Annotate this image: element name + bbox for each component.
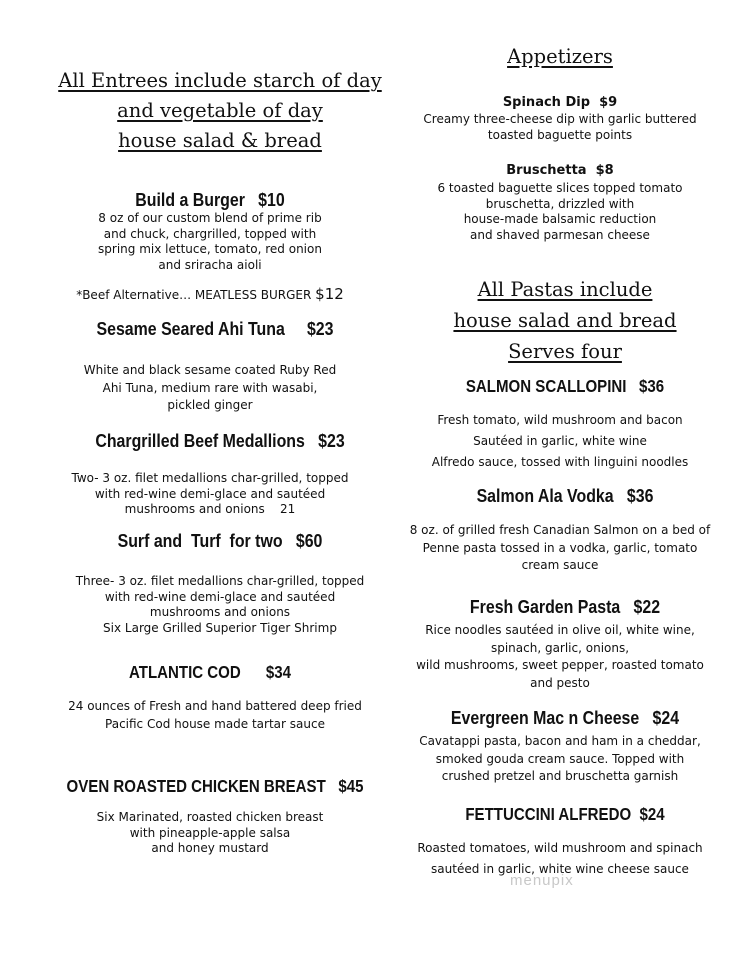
item-title-salmon-scallopini: SALMON SCALLOPINI $36 <box>465 376 665 396</box>
item-desc-bruschetta: 6 toasted baguette slices topped tomato bruschetta, drizzled with house-made balsamic reduction and shaved parmesan cheese <box>437 181 683 242</box>
item-price: $8 <box>595 163 614 178</box>
item-title-evergreen-mac: Evergreen Mac n Cheese $24 <box>450 707 680 728</box>
item-title-fettuccini-alfredo: FETTUCCINI ALFREDO $24 <box>465 804 665 824</box>
item-title-beef-medallions: Chargrilled Beef Medallions $23 <box>95 430 345 451</box>
meatless-burger-note: *Beef Alternative… MEATLESS BURGER $12 <box>76 285 344 303</box>
item-desc-atlantic-cod: 24 ounces of Fresh and hand battered deep fried Pacific Cod house made tartar sauce <box>68 699 362 731</box>
item-price: $23 <box>318 430 345 451</box>
item-desc-salmon-scallopini: Fresh tomato, wild mushroom and bacon Sautéed in garlic, white wine Alfredo sauce, tossed with linguini noodles <box>431 413 689 469</box>
item-title-bruschetta: Bruschetta $8 <box>506 163 614 178</box>
item-title-salmon-ala-vodka: Salmon Ala Vodka $36 <box>476 485 654 506</box>
item-price: $10 <box>258 189 285 210</box>
item-title-spinach-dip: Spinach Dip $9 <box>502 95 618 110</box>
entrees-header-line: and vegetable of day <box>117 99 323 122</box>
item-price: $23 <box>306 318 334 339</box>
item-price: $24 <box>652 707 680 728</box>
item-desc-ahi-tuna: White and black sesame coated Ruby Red Ahi Tuna, medium rare with wasabi, pickled ginger <box>83 363 337 412</box>
pastas-header-line: Serves four <box>508 340 622 363</box>
entrees-header-line: house salad & bread <box>118 129 322 152</box>
item-title-chicken-breast: OVEN ROASTED CHICKEN BREAST $45 <box>66 776 364 796</box>
item-desc-fettuccini-alfredo: Roasted tomatoes, wild mushroom and spinach sautéed in garlic, white wine cheese sauce <box>417 841 703 876</box>
item-price: $60 <box>295 530 323 551</box>
pastas-header-line: house salad and bread <box>453 309 677 332</box>
item-title-fresh-garden-pasta: Fresh Garden Pasta $22 <box>469 596 661 617</box>
item-desc-chicken-breast: Six Marinated, roasted chicken breast with pineapple-apple salsa and honey mustard <box>96 810 324 855</box>
pastas-header-line: All Pastas include <box>477 278 653 301</box>
pastas-header <box>410 274 720 367</box>
item-desc-evergreen-mac: Cavatappi pasta, bacon and ham in a cheddar, smoked gouda cream sauce. Topped with crushed pretzel and bruschetta garnish <box>419 734 701 783</box>
item-desc-salmon-ala-vodka: 8 oz. of grilled fresh Canadian Salmon on a bed of Penne pasta tossed in a vodka, garlic, tomato cream sauce <box>409 523 711 572</box>
appetizers-header: Appetizers <box>507 45 613 68</box>
item-price: $9 <box>599 95 618 110</box>
item-title-surf-and-turf: Surf and Turf for two $60 <box>117 530 323 551</box>
entrees-header-line: All Entrees include starch of day <box>58 69 382 92</box>
item-price: $36 <box>626 485 654 506</box>
item-desc-fresh-garden-pasta: Rice noodles sautéed in olive oil, white wine, spinach, garlic, onions, wild mushrooms, sweet pepper, roasted tomato and pesto <box>416 623 704 690</box>
item-title-build-a-burger: Build a Burger $10 <box>135 189 285 210</box>
item-desc-surf-and-turf: Three- 3 oz. filet medallions char-grilled, topped with red-wine demi-glace and sautéed mushrooms and onions Six Large Grilled Superior Tiger Shrimp <box>75 574 365 635</box>
entrees-header <box>30 66 410 156</box>
item-desc-spinach-dip: Creamy three-cheese dip with garlic buttered toasted baguette points <box>423 112 697 142</box>
item-desc-build-a-burger: 8 oz of our custom blend of prime rib and chuck, chargrilled, topped with spring mix lettuce, tomato, red onion and sriracha aioli <box>98 211 322 272</box>
item-price: $36 <box>638 376 665 396</box>
item-price: $45 <box>338 776 364 796</box>
item-title-ahi-tuna: Sesame Seared Ahi Tuna $23 <box>96 318 334 339</box>
item-price: $24 <box>639 804 665 824</box>
item-price: $12 <box>315 285 344 303</box>
item-price: $22 <box>633 596 661 617</box>
item-price: $34 <box>265 662 291 682</box>
item-desc-beef-medallions: Two- 3 oz. filet medallions char-grilled, topped with red-wine demi-glace and sautéed mushrooms and onions 21 <box>71 471 349 516</box>
menupix-watermark: menupix <box>510 872 574 889</box>
item-title-atlantic-cod: ATLANTIC COD $34 <box>129 662 291 682</box>
